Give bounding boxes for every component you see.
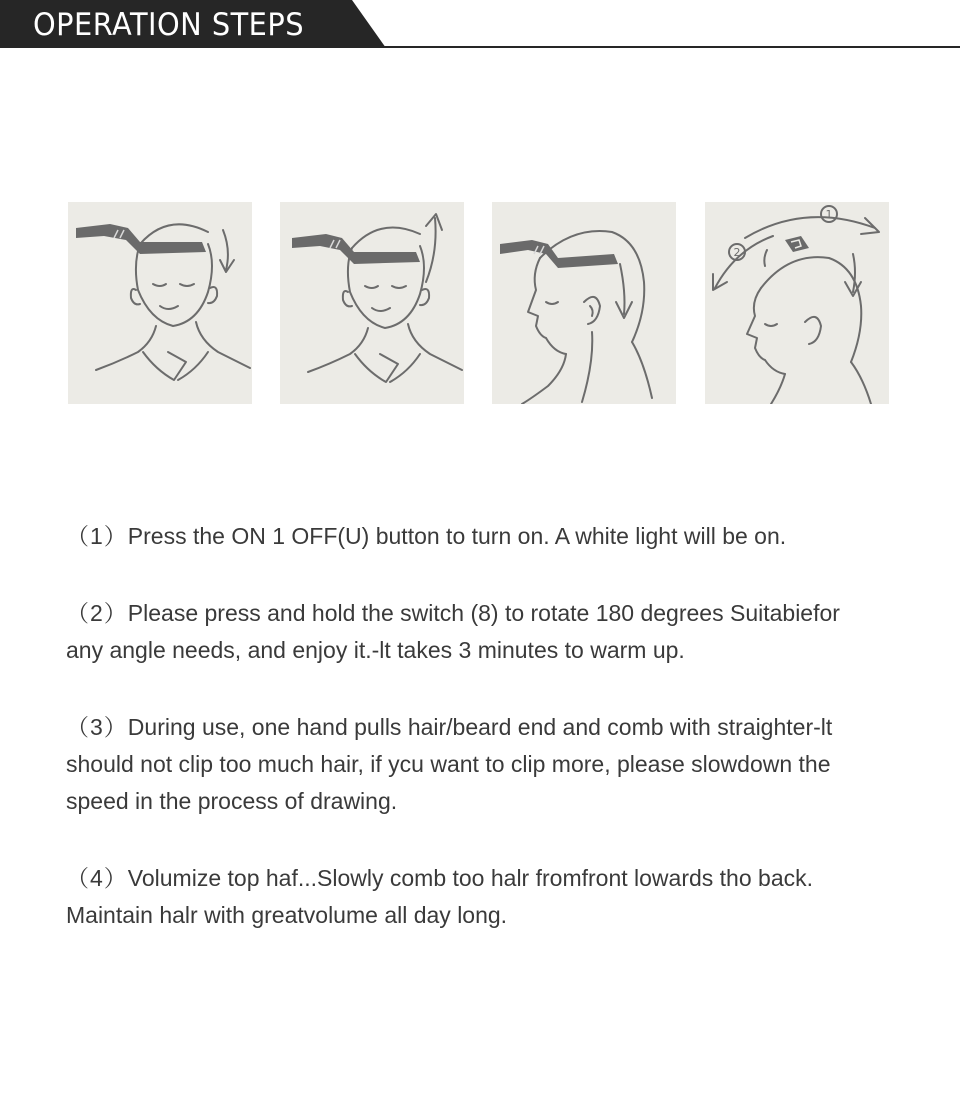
illustration-step-2 [280,202,464,404]
step-3-number: （3） [66,714,128,740]
step-4-line-2: Maintain halr with greatvolume all day long. [66,902,508,928]
step-3-line-3: speed in the process of drawing. [66,788,398,814]
side-view-comb-down-icon [492,202,676,404]
illustration-step-4 [705,202,889,404]
step-3 [66,709,946,820]
marker-1-label: 1 [825,208,833,221]
step-2-line-1: Please press and hold the switch (8) to rotate 180 degrees Suitabiefor [127,600,840,626]
step-1-line-1: Press the ON 1 OFF(U) button to turn on. A white light will be on. [127,523,787,549]
section-header [0,0,960,50]
steps-list [66,518,946,934]
step-1 [66,518,946,555]
side-view-comb-arc-icon [705,202,889,404]
step-2 [66,595,946,669]
front-view-comb-up-icon [280,202,464,404]
marker-2-label: 2 [733,246,741,259]
step-4 [66,860,946,934]
illustration-step-1 [68,202,252,404]
page-title: OPERATION STEPS [33,7,304,43]
step-3-line-2: should not clip too much hair, if ycu want to clip more, please slowdown the [66,751,831,777]
header-divider [380,46,960,48]
step-4-number: （4） [66,865,128,891]
step-4-line-1: Volumize top haf...Slowly comb too halr fromfront lowards tho back. [127,865,814,891]
illustration-step-3 [492,202,676,404]
step-3-line-1: During use, one hand pulls hair/beard end and comb with straighter-lt [127,714,833,740]
step-2-line-2: any angle needs, and enjoy it.-lt takes 3 minutes to warm up. [66,637,685,663]
step-2-number: （2） [66,600,128,626]
step-1-number: （1） [66,523,128,549]
front-view-comb-down-icon [68,202,252,404]
